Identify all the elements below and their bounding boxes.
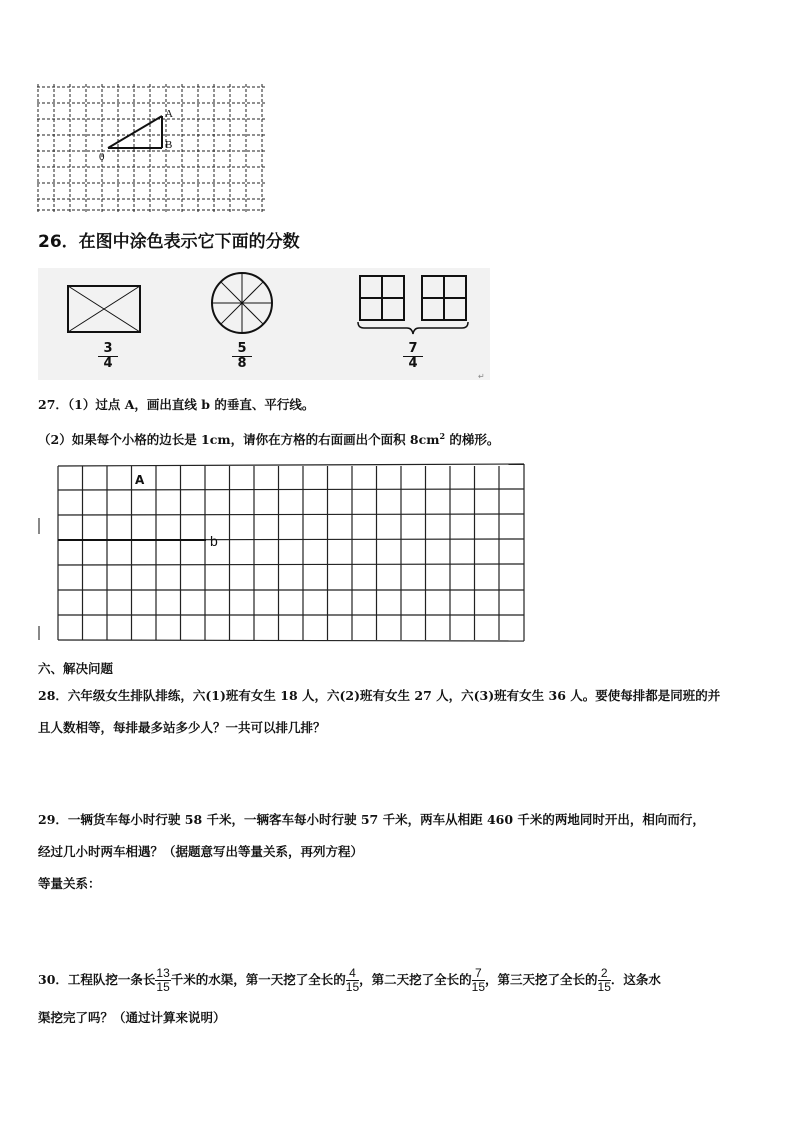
q27-part2: （2）如果每个小格的边长是 1cm，请你在方格的右面画出个面积 $8cm^2$ 的梯形。 [38, 431, 500, 448]
q30-line1: 30．工程队挖一条长 $\frac{13}{15}$ 千米的水渠，第一天挖了全长的 $\frac{4}{15}$ ，第二天挖了全长的 $\frac{7}{15}$ ，第三天挖了全长的 $\frac{2}{15}$ ．这条水 [38, 966, 661, 994]
q26-title: 26．在图中涂色表示它下面的分数 [38, 232, 300, 252]
point-a-label: A [165, 108, 173, 120]
fraction-2-15: $\frac{2}{15}$ [597, 966, 611, 994]
q30-line2: 渠挖完了吗？（通过计算来说明） [38, 1010, 226, 1025]
triangle-grid-figure [34, 84, 274, 214]
q29-line3: 等量关系： [38, 876, 101, 891]
q28-line1: 28．六年级女生排队排练，六(1)班有女生 18 人，六(2)班有女生 27 人，六(3)班有女生 36 人。要使每排都是同班的并 [38, 688, 721, 703]
fraction-5-8: $\frac{5}{8}$ [232, 342, 252, 371]
line-b-label: b [210, 533, 218, 549]
fraction-4-15: $\frac{4}{15}$ [345, 966, 360, 994]
q27-part1: 27．（1）过点 A，画出直线 b 的垂直、平行线。 [38, 397, 315, 412]
fraction-7-4: $\frac{7}{4}$ [403, 342, 423, 371]
rectangle-quarters-shape [68, 286, 140, 332]
fraction-13-15: $\frac{13}{15}$ [156, 966, 170, 994]
two-squares-quarters-shape [358, 276, 468, 334]
fraction-7-15: $\frac{7}{15}$ [471, 966, 486, 994]
circle-eighths-shape [212, 273, 272, 333]
triangle-oab [108, 116, 162, 148]
q29-line2: 经过几小时两车相遇？（据题意写出等量关系，再列方程） [38, 844, 364, 859]
point-b-label: B [165, 139, 173, 151]
fraction-3-4: $\frac{3}{4}$ [98, 342, 118, 371]
point-o-label: 0 [99, 151, 105, 163]
q28-line2: 且人数相等，每排最多站多少人？一共可以排几排？ [38, 720, 326, 735]
point-a-label: A [135, 473, 145, 487]
brace-icon [358, 322, 468, 334]
square-grid-figure [36, 458, 530, 648]
section-title: 六、解决问题 [38, 661, 114, 676]
q29-line1: 29．一辆货车每小时行驶 58 千米，一辆客车每小时行驶 57 千米，两车从相距 460 千米的两地同时开出，相向而行， [38, 812, 705, 827]
svg-text:↵: ↵ [478, 372, 485, 380]
